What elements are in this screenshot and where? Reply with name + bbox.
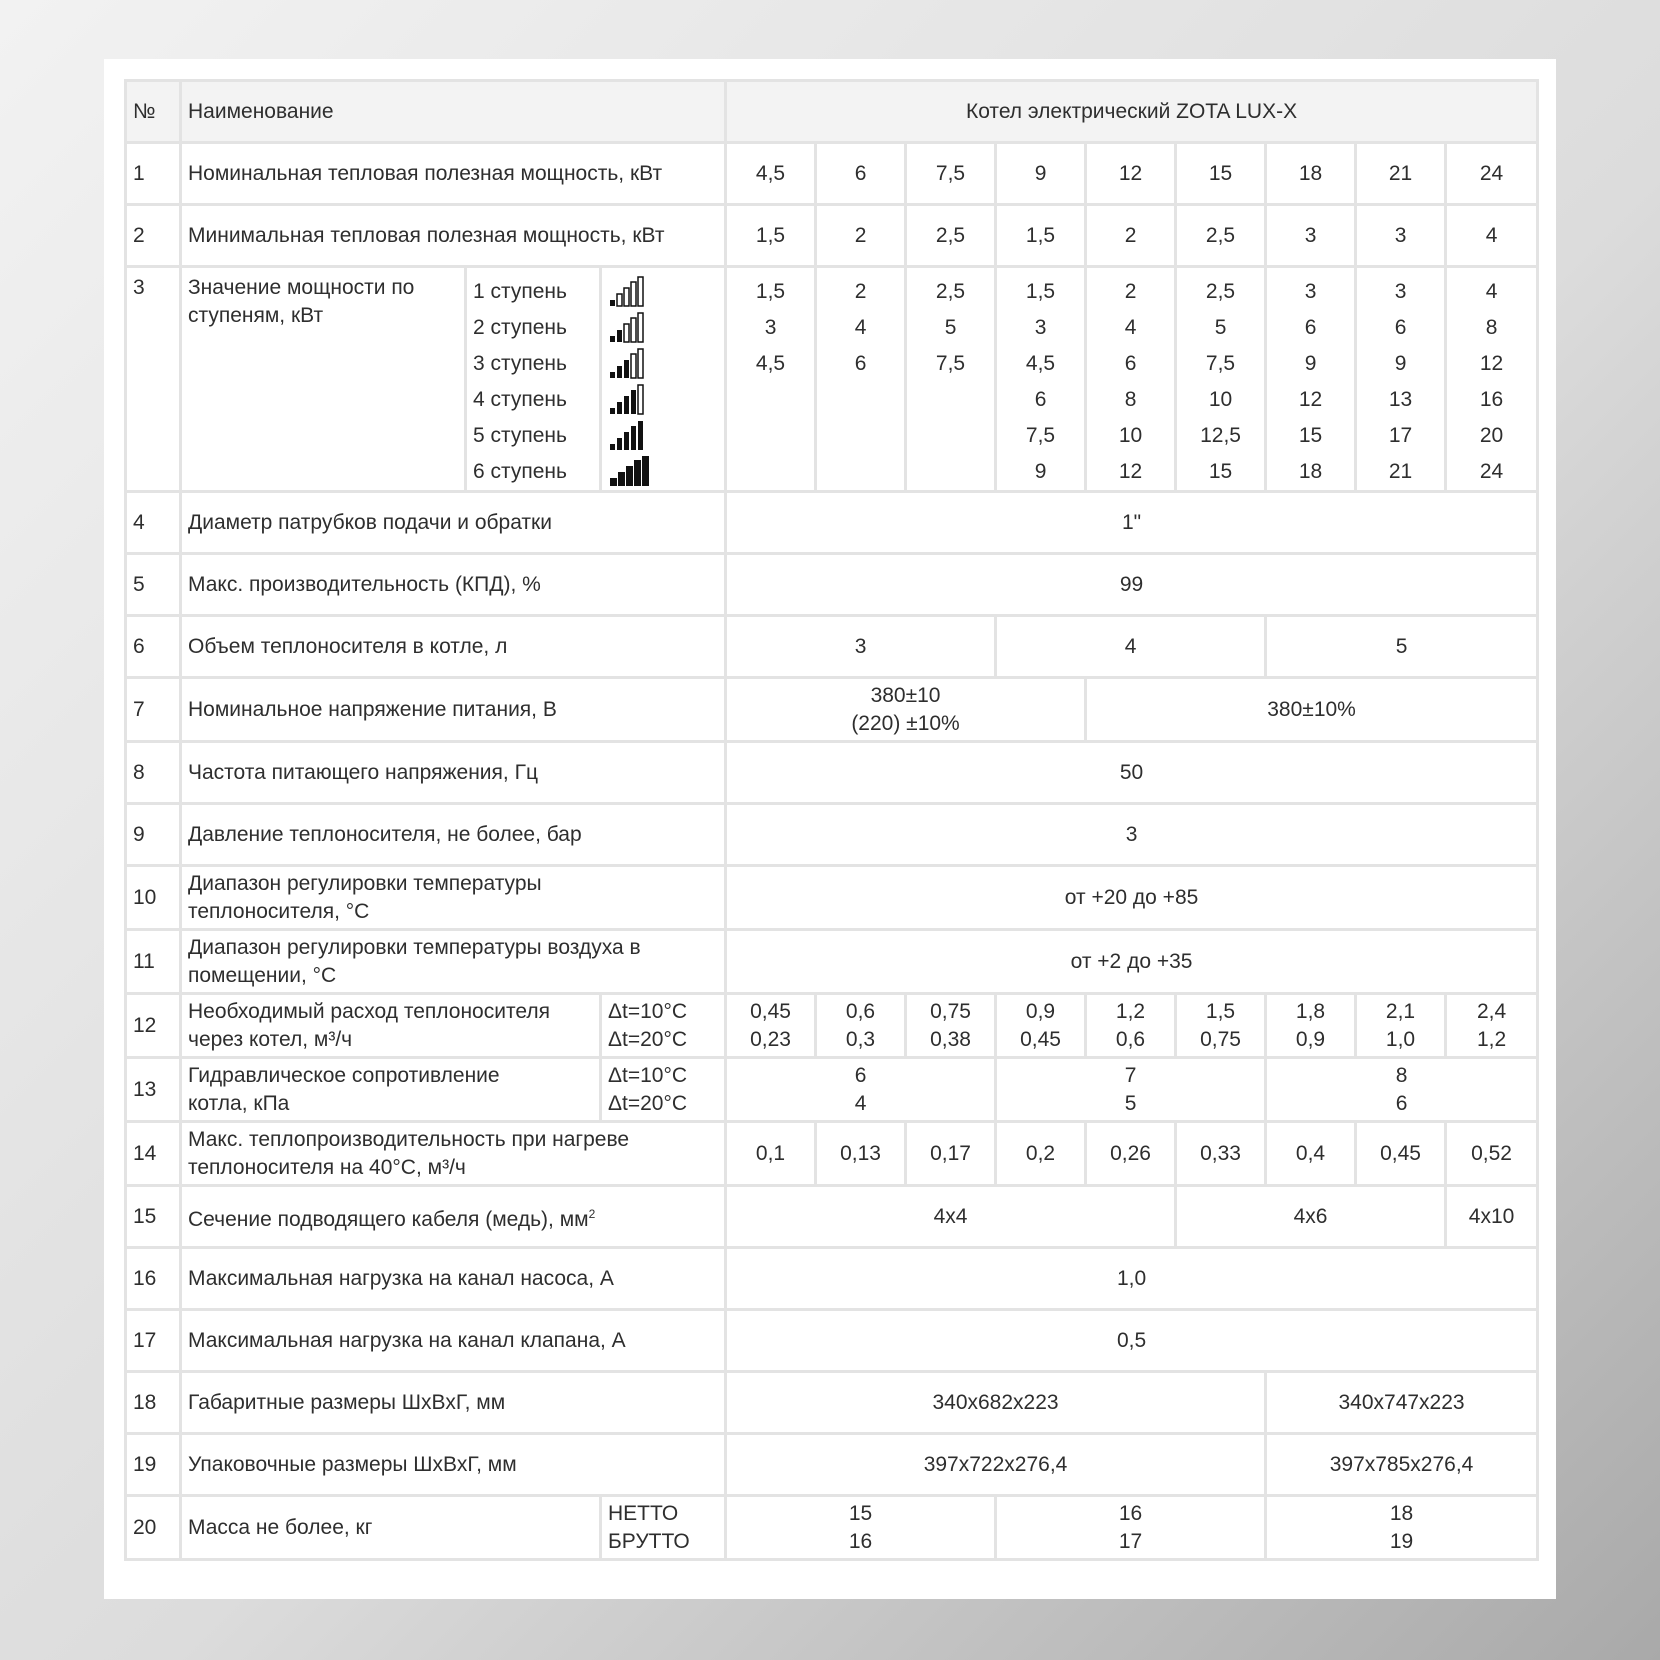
- value-cell: 21: [1356, 143, 1446, 205]
- value-cell: [996, 994, 1086, 1058]
- value-cell: 0,2: [996, 1122, 1086, 1186]
- value-cell: 380±10%: [1086, 678, 1538, 742]
- value-cell: 0,26: [1086, 1122, 1176, 1186]
- row-name: Масса не более, кг: [181, 1496, 601, 1560]
- row-number: 20: [126, 1496, 181, 1560]
- value-cell: [1266, 1496, 1538, 1560]
- step-value: 7,5: [935, 352, 966, 375]
- value-line: 0,23: [750, 1027, 791, 1051]
- step-value: 8: [1124, 388, 1137, 411]
- row-name: [181, 866, 726, 930]
- header-name: Наименование: [181, 81, 726, 143]
- value-cell: 6: [816, 143, 906, 205]
- value-cell: 3: [1356, 205, 1446, 267]
- step-3-icon: [608, 346, 718, 382]
- step-value: 2: [1124, 280, 1137, 303]
- value-line: 7: [1124, 1063, 1137, 1087]
- row-name: [181, 1058, 601, 1122]
- step-value: 5: [1214, 316, 1227, 339]
- value-cell: 1,0: [726, 1248, 1538, 1310]
- delta-t-label: Δt=20°С: [608, 1027, 688, 1051]
- value-cell: 18: [1266, 143, 1356, 205]
- row-name: Объем теплоносителя в котле, л: [181, 616, 726, 678]
- value-cell: 3: [726, 804, 1538, 866]
- table-row: [126, 143, 1538, 205]
- steps-column: [996, 267, 1086, 492]
- row-number: 3: [126, 267, 181, 492]
- row-number: 12: [126, 994, 181, 1058]
- value-cell: [906, 994, 996, 1058]
- value-line: 18: [1389, 1501, 1414, 1525]
- step-label: 3 ступень: [473, 352, 567, 375]
- step-2-icon: [608, 310, 718, 346]
- row-name: Минимальная тепловая полезная мощность, кВт: [181, 205, 726, 267]
- row-name-line: теплоносителя, °С: [188, 899, 370, 923]
- step-value: 16: [1479, 388, 1504, 411]
- row-number: 13: [126, 1058, 181, 1122]
- step-icons: [601, 267, 726, 492]
- table-row: [126, 804, 1538, 866]
- row-number: 5: [126, 554, 181, 616]
- value-cell: 99: [726, 554, 1538, 616]
- value-line: 2,1: [1385, 999, 1416, 1023]
- spec-table: [124, 79, 1539, 1561]
- row-name: Габаритные размеры ШхВхГ, мм: [181, 1372, 726, 1434]
- value-line: 1,5: [1205, 999, 1236, 1023]
- step-5-icon: [608, 418, 718, 454]
- value-line: (220) ±10%: [851, 711, 960, 735]
- value-cell: 5: [1266, 616, 1538, 678]
- step-value: 15: [1298, 424, 1323, 447]
- value-cell: 0,17: [906, 1122, 996, 1186]
- value-cell: 2: [816, 205, 906, 267]
- delta-t-cell: [601, 994, 726, 1058]
- row-number: 7: [126, 678, 181, 742]
- steps-column: [816, 267, 906, 492]
- value-cell: 340х747х223: [1266, 1372, 1538, 1434]
- value-line: 5: [1124, 1091, 1137, 1115]
- value-cell: от +2 до +35: [726, 930, 1538, 994]
- value-cell: 24: [1446, 143, 1538, 205]
- step-value: 10: [1118, 424, 1143, 447]
- table-row: [126, 742, 1538, 804]
- delta-t-cell: [601, 1058, 726, 1122]
- row-name: Номинальное напряжение питания, В: [181, 678, 726, 742]
- step-value: 2,5: [935, 280, 966, 303]
- table-row: [126, 678, 1538, 742]
- value-line: 0,6: [1115, 1027, 1146, 1051]
- value-line: 0,75: [930, 999, 971, 1023]
- value-cell: 7,5: [906, 143, 996, 205]
- row-number: 9: [126, 804, 181, 866]
- value-cell: [726, 1058, 996, 1122]
- row-name: Максимальная нагрузка на канал клапана, А: [181, 1310, 726, 1372]
- value-line: 6: [1395, 1091, 1408, 1115]
- row-name-line: Гидравлическое сопротивление: [188, 1063, 500, 1087]
- value-cell: [1266, 994, 1356, 1058]
- step-value: 18: [1298, 460, 1323, 483]
- value-line: 1,8: [1295, 999, 1326, 1023]
- value-line: 6: [854, 1063, 867, 1087]
- step-value: 2,5: [1205, 280, 1236, 303]
- signal-bars-2-icon: [608, 312, 652, 344]
- delta-t-label: Δt=10°С: [608, 999, 688, 1023]
- value-line: 0,45: [1020, 1027, 1061, 1051]
- step-value: 4: [1485, 280, 1498, 303]
- value-line: 0,3: [845, 1027, 876, 1051]
- value-cell: 2,5: [1176, 205, 1266, 267]
- table-row: [126, 930, 1538, 994]
- step-value: 6: [1124, 352, 1137, 375]
- value-cell: [996, 1496, 1266, 1560]
- row-name-line: Диапазон регулировки температуры: [188, 871, 542, 895]
- value-cell: [1266, 1058, 1538, 1122]
- steps-column: [1266, 267, 1356, 492]
- row-number: 11: [126, 930, 181, 994]
- value-line: 17: [1118, 1529, 1143, 1553]
- row-number: 14: [126, 1122, 181, 1186]
- row-name-line: Макс. теплопроизводительность при нагреве: [188, 1127, 630, 1151]
- mass-type-label: НЕТТО: [608, 1501, 679, 1525]
- step-4-icon: [608, 382, 718, 418]
- step-value: 2: [854, 280, 867, 303]
- steps-column: [1356, 267, 1446, 492]
- step-value: 12,5: [1200, 424, 1241, 447]
- row-name: Значение мощности по ступеням, кВт: [181, 267, 466, 492]
- value-line: 19: [1389, 1529, 1414, 1553]
- step-value: 13: [1388, 388, 1413, 411]
- value-line: 0,9: [1295, 1027, 1326, 1051]
- header-no: №: [126, 81, 181, 143]
- table-row: [126, 1496, 1538, 1560]
- table-row: [126, 1434, 1538, 1496]
- value-line: 2,4: [1476, 999, 1507, 1023]
- row-name: [181, 994, 601, 1058]
- header-model: Котел электрический ZOTA LUX-X: [726, 81, 1538, 143]
- table-row: [126, 616, 1538, 678]
- table-row: [126, 866, 1538, 930]
- value-cell: 1": [726, 492, 1538, 554]
- value-line: 1,2: [1476, 1027, 1507, 1051]
- value-line: 1,0: [1385, 1027, 1416, 1051]
- signal-bars-4-icon: [608, 384, 652, 416]
- step-6-icon: [608, 454, 718, 490]
- row-name-line: Диапазон регулировки температуры воздуха в: [188, 935, 641, 959]
- table-row: [126, 1310, 1538, 1372]
- step-labels: [466, 267, 601, 492]
- value-line: 0,6: [845, 999, 876, 1023]
- step-value: 7,5: [1205, 352, 1236, 375]
- value-cell: 4х10: [1446, 1186, 1538, 1248]
- value-cell: 397х722х276,4: [726, 1434, 1266, 1496]
- table-row: [126, 205, 1538, 267]
- steps-column: [1176, 267, 1266, 492]
- step-value: 7,5: [1025, 424, 1056, 447]
- value-cell: 0,52: [1446, 1122, 1538, 1186]
- steps-column: [1086, 267, 1176, 492]
- row-name-line: теплоносителя на 40°С, м³/ч: [188, 1155, 466, 1179]
- value-cell: [816, 994, 906, 1058]
- row-name: Упаковочные размеры ШхВхГ, мм: [181, 1434, 726, 1496]
- value-cell: 2,5: [906, 205, 996, 267]
- step-value: 12: [1118, 460, 1143, 483]
- row-name: [181, 930, 726, 994]
- table-row: [126, 1248, 1538, 1310]
- value-cell: 0,33: [1176, 1122, 1266, 1186]
- value-cell: 397х785х276,4: [1266, 1434, 1538, 1496]
- value-cell: 50: [726, 742, 1538, 804]
- spec-sheet: [104, 59, 1556, 1599]
- value-line: 16: [1118, 1501, 1143, 1525]
- step-1-icon: [608, 274, 718, 310]
- step-value: 3: [1034, 316, 1047, 339]
- row-name: [181, 1122, 726, 1186]
- row-number: 16: [126, 1248, 181, 1310]
- value-cell: 2: [1086, 205, 1176, 267]
- value-line: 16: [848, 1529, 873, 1553]
- row-name: Давление теплоносителя, не более, бар: [181, 804, 726, 866]
- value-cell: 340х682х223: [726, 1372, 1266, 1434]
- step-value: 9: [1304, 352, 1317, 375]
- row-number: 6: [126, 616, 181, 678]
- step-value: 24: [1479, 460, 1504, 483]
- value-cell: 1,5: [996, 205, 1086, 267]
- step-value: 3: [764, 316, 777, 339]
- row-number: 19: [126, 1434, 181, 1496]
- value-line: 0,38: [930, 1027, 971, 1051]
- delta-t-label: Δt=20°С: [608, 1091, 688, 1115]
- row-name-line: через котел, м³/ч: [188, 1027, 353, 1051]
- mass-type-label: БРУТТО: [608, 1529, 690, 1553]
- step-value: 6: [1304, 316, 1317, 339]
- signal-bars-1-icon: [608, 276, 652, 308]
- row-number: 17: [126, 1310, 181, 1372]
- value-cell: 3: [726, 616, 996, 678]
- table-header-row: [126, 81, 1538, 143]
- value-cell: от +20 до +85: [726, 866, 1538, 930]
- steps-column: [1446, 267, 1538, 492]
- value-line: 4: [854, 1091, 867, 1115]
- mass-type-cell: [601, 1496, 726, 1560]
- table-row: [126, 1122, 1538, 1186]
- value-cell: [1176, 994, 1266, 1058]
- step-value: 20: [1479, 424, 1504, 447]
- step-label: 6 ступень: [473, 460, 567, 483]
- value-line: 0,45: [750, 999, 791, 1023]
- value-cell: [726, 678, 1086, 742]
- value-cell: [1356, 994, 1446, 1058]
- value-cell: 0,13: [816, 1122, 906, 1186]
- value-cell: 0,1: [726, 1122, 816, 1186]
- value-line: 1,2: [1115, 999, 1146, 1023]
- step-value: 17: [1388, 424, 1413, 447]
- value-line: 380±10: [870, 683, 941, 707]
- step-value: 5: [944, 316, 957, 339]
- step-value: 8: [1485, 316, 1498, 339]
- row-number: 4: [126, 492, 181, 554]
- row-number: 8: [126, 742, 181, 804]
- row-name-line: помещении, °С: [188, 963, 337, 987]
- table-row: [126, 1186, 1538, 1248]
- value-cell: 12: [1086, 143, 1176, 205]
- steps-column: [906, 267, 996, 492]
- steps-column: [726, 267, 816, 492]
- row-name: Макс. производительность (КПД), %: [181, 554, 726, 616]
- row-name-line: Необходимый расход теплоносителя: [188, 999, 550, 1023]
- value-line: 0,9: [1025, 999, 1056, 1023]
- value-cell: 4: [1446, 205, 1538, 267]
- step-value: 15: [1208, 460, 1233, 483]
- value-cell: 4,5: [726, 143, 816, 205]
- value-cell: 9: [996, 143, 1086, 205]
- row-name-line: котла, кПа: [188, 1091, 290, 1115]
- step-value: 6: [1034, 388, 1047, 411]
- row-name: Номинальная тепловая полезная мощность, кВт: [181, 143, 726, 205]
- row-name: Максимальная нагрузка на канал насоса, А: [181, 1248, 726, 1310]
- step-label: 4 ступень: [473, 388, 567, 411]
- step-value: 10: [1208, 388, 1233, 411]
- value-cell: 4: [996, 616, 1266, 678]
- table-row-steps: [126, 267, 1538, 492]
- value-cell: [1086, 994, 1176, 1058]
- table-row: [126, 994, 1538, 1058]
- value-cell: 15: [1176, 143, 1266, 205]
- step-value: 3: [1304, 280, 1317, 303]
- step-value: 6: [854, 352, 867, 375]
- value-cell: 4х4: [726, 1186, 1176, 1248]
- table-row: [126, 1372, 1538, 1434]
- step-value: 1,5: [1025, 280, 1056, 303]
- value-cell: [726, 1496, 996, 1560]
- row-name: Диаметр патрубков подачи и обратки: [181, 492, 726, 554]
- value-cell: [996, 1058, 1266, 1122]
- row-name: Частота питающего напряжения, Гц: [181, 742, 726, 804]
- step-value: 4,5: [1025, 352, 1056, 375]
- value-cell: [726, 994, 816, 1058]
- step-value: 4,5: [755, 352, 786, 375]
- step-value: 12: [1298, 388, 1323, 411]
- value-cell: [1446, 994, 1538, 1058]
- step-value: 12: [1479, 352, 1504, 375]
- value-cell: 0,45: [1356, 1122, 1446, 1186]
- delta-t-label: Δt=10°С: [608, 1063, 688, 1087]
- step-value: 4: [1124, 316, 1137, 339]
- value-line: 8: [1395, 1063, 1408, 1087]
- value-line: 0,75: [1200, 1027, 1241, 1051]
- row-name-text: Сечение подводящего кабеля (медь), мм: [188, 1207, 589, 1231]
- row-number: 2: [126, 205, 181, 267]
- step-value: 3: [1394, 280, 1407, 303]
- value-cell: 1,5: [726, 205, 816, 267]
- value-cell: 4х6: [1176, 1186, 1446, 1248]
- step-value: 1,5: [755, 280, 786, 303]
- step-value: 6: [1394, 316, 1407, 339]
- step-label: 2 ступень: [473, 316, 567, 339]
- step-label: 5 ступень: [473, 424, 567, 447]
- step-value: 9: [1034, 460, 1047, 483]
- table-row: [126, 492, 1538, 554]
- row-number: 15: [126, 1186, 181, 1248]
- signal-bars-5-icon: [608, 420, 652, 452]
- step-label: 1 ступень: [473, 280, 567, 303]
- step-value: 21: [1388, 460, 1413, 483]
- value-cell: 3: [1266, 205, 1356, 267]
- table-row: [126, 1058, 1538, 1122]
- step-value: 9: [1394, 352, 1407, 375]
- row-name: [181, 1186, 726, 1248]
- signal-bars-3-icon: [608, 348, 652, 380]
- value-line: 15: [848, 1501, 873, 1525]
- value-cell: 0,5: [726, 1310, 1538, 1372]
- signal-bars-6-icon: [608, 456, 652, 488]
- step-value: 4: [854, 316, 867, 339]
- row-number: 10: [126, 866, 181, 930]
- row-number: 1: [126, 143, 181, 205]
- value-cell: 0,4: [1266, 1122, 1356, 1186]
- superscript: 2: [588, 1206, 596, 1221]
- table-row: [126, 554, 1538, 616]
- row-number: 18: [126, 1372, 181, 1434]
